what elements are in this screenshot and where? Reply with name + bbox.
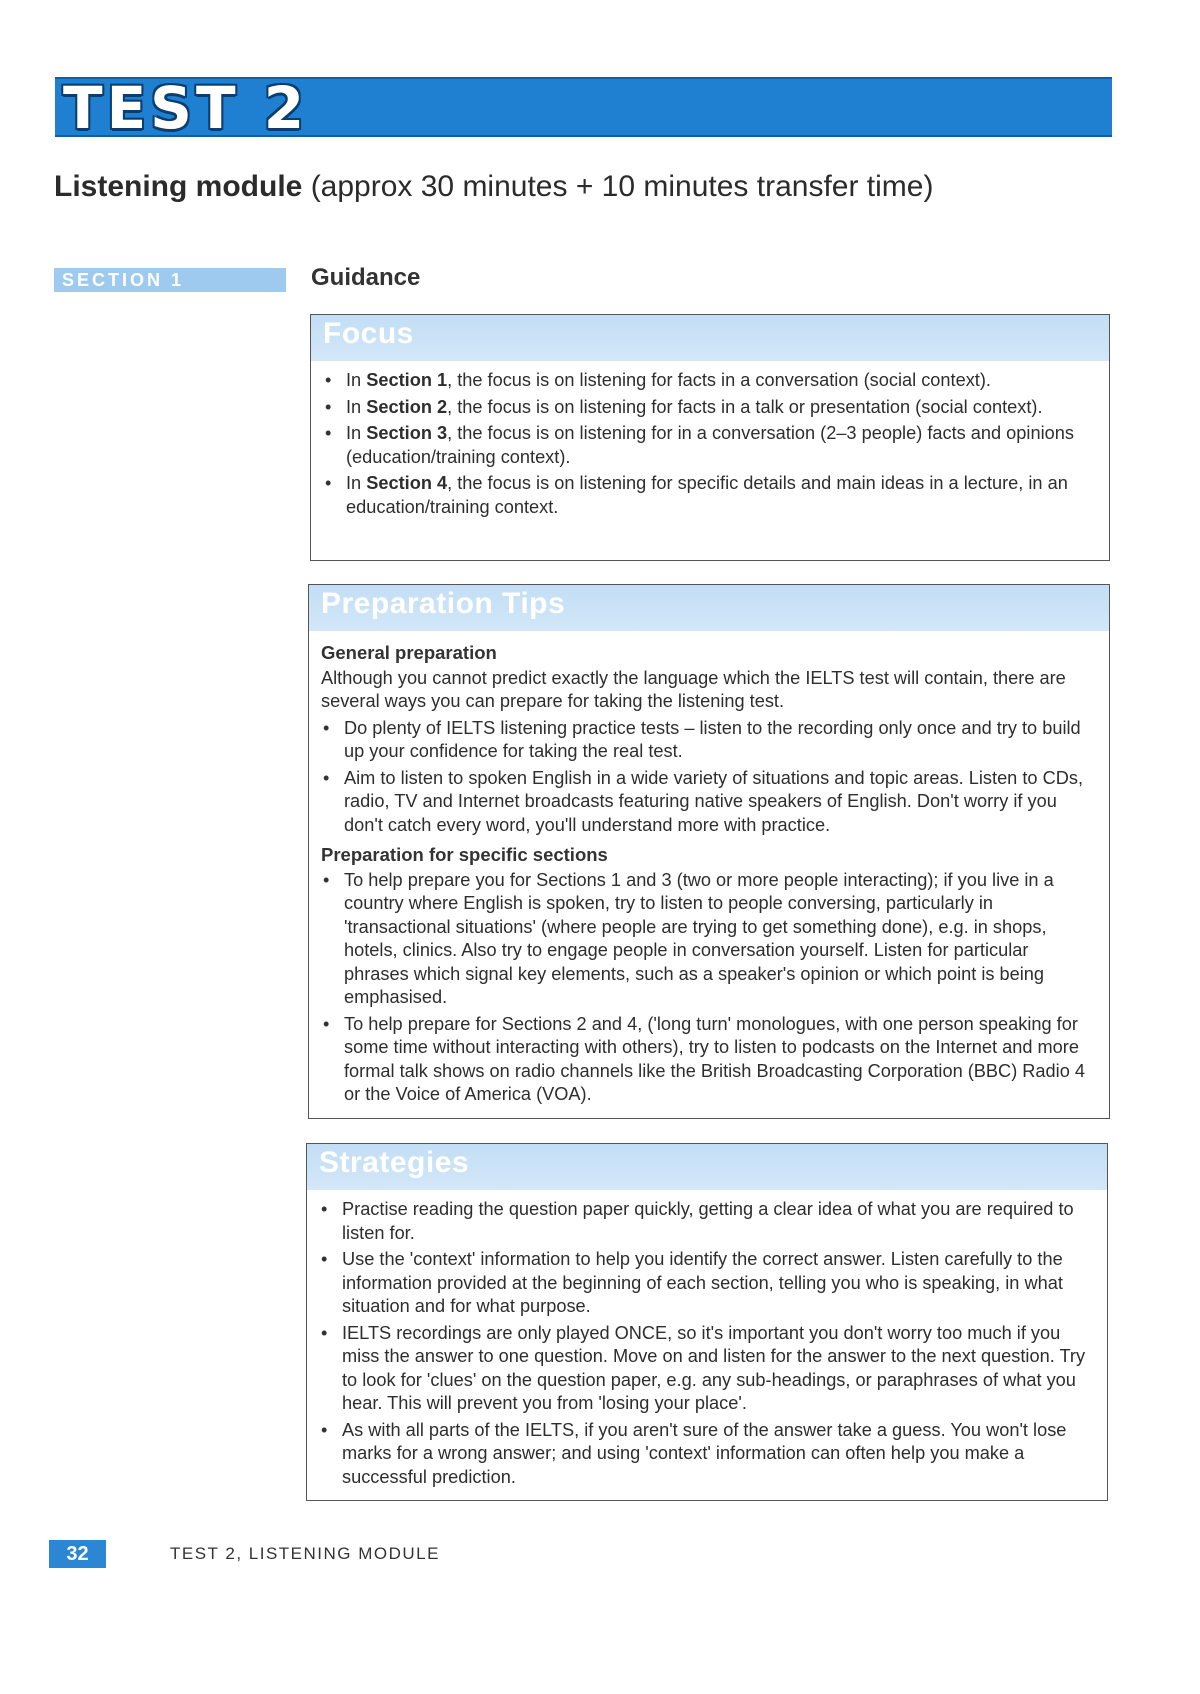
list-item: • Aim to listen to spoken English in a wide variety of situations and topic areas. Listen to CDs, radio, TV and Internet broadcasts featuring native speakers of English. Don't worry if you don't catch every word, you'll understand more with practice. [321,767,1097,838]
list-item: • Use the 'context' information to help you identify the correct answer. Listen carefully to the information provided at the beginning of each section, telling you who is speaking, in what situation and for what purpose. [319,1248,1095,1319]
strategies-box [306,1143,1108,1501]
preparation-box-header [309,585,1109,631]
list-item: • Practise reading the question paper quickly, getting a clear idea of what you are required to listen for. [319,1198,1095,1245]
preparation-title: Preparation Tips [321,587,566,620]
focus-box-header [311,315,1109,361]
module-heading [54,170,933,204]
general-preparation-list [321,717,1097,838]
list-item: • As with all parts of the IELTS, if you aren't sure of the answer take a guess. You won't lose marks for a wrong answer; and using 'context' information can often help you make a successful prediction. [319,1419,1095,1490]
list-item: • To help prepare you for Sections 1 and 3 (two or more people interacting); if you live in a country where English is spoken, try to listen to people conversing, particularly in 'transactional situations' (where people are trying to get something done), e.g. in shops, hotels, clinics. Also try to engage people in conversation yourself. Listen for particular phrases which signal key elements, such as a speaker's opinion or which point is being emphasised. [321,869,1097,1010]
list-item: • Do plenty of IELTS listening practice tests – listen to the recording only once and try to build up your confidence for taking the real test. [321,717,1097,764]
general-preparation-heading: General preparation [321,642,497,663]
list-item: • IELTS recordings are only played ONCE, so it's important you don't worry too much if you miss the answer to one question. Move on and listen for the answer to the next question. Try to look for 'clues' on the question paper, e.g. any sub-headings, or paraphrases of what you hear. This will prevent you from 'losing your place'. [319,1322,1095,1416]
general-preparation-intro: Although you cannot predict exactly the language which the IELTS test will contain, there are several ways you can prepare for taking the listening test. [321,667,1066,711]
page-number: 32 [49,1540,106,1568]
strategies-box-header [307,1144,1107,1190]
focus-list [323,369,1097,519]
preparation-tips-box [308,584,1110,1119]
list-item: • In Section 3, the focus is on listening for in a conversation (2–3 people) facts and opinions (education/training context). [323,422,1097,469]
test-title-banner [55,74,1112,142]
focus-title: Focus [323,317,414,350]
specific-preparation-heading: Preparation for specific sections [321,844,608,865]
module-timing: (approx 30 minutes + 10 minutes transfer time) [310,170,934,203]
test-title: TEST 2 [63,74,309,142]
focus-box [310,314,1110,561]
guidance-heading: Guidance [311,264,421,291]
strategies-list [319,1198,1095,1489]
list-item: • To help prepare for Sections 2 and 4, ('long turn' monologues, with one person speaking for some time without interacting with others), try to listen to podcasts on the Internet and more formal talk shows on radio channels like the British Broadcasting Corporation (BBC) Radio 4 or the Voice of America (VOA). [321,1013,1097,1107]
running-footer: TEST 2, LISTENING MODULE [170,1544,440,1563]
list-item: • In Section 1, the focus is on listening for facts in a conversation (social context). [323,369,1097,393]
list-item: • In Section 2, the focus is on listening for facts in a talk or presentation (social context). [323,396,1097,420]
section-tag: SECTION 1 [54,268,286,292]
strategies-title: Strategies [319,1146,470,1179]
list-item: • In Section 4, the focus is on listening for specific details and main ideas in a lecture, in an education/training context. [323,472,1097,519]
module-name: Listening module [54,170,303,203]
specific-preparation-list [321,869,1097,1107]
